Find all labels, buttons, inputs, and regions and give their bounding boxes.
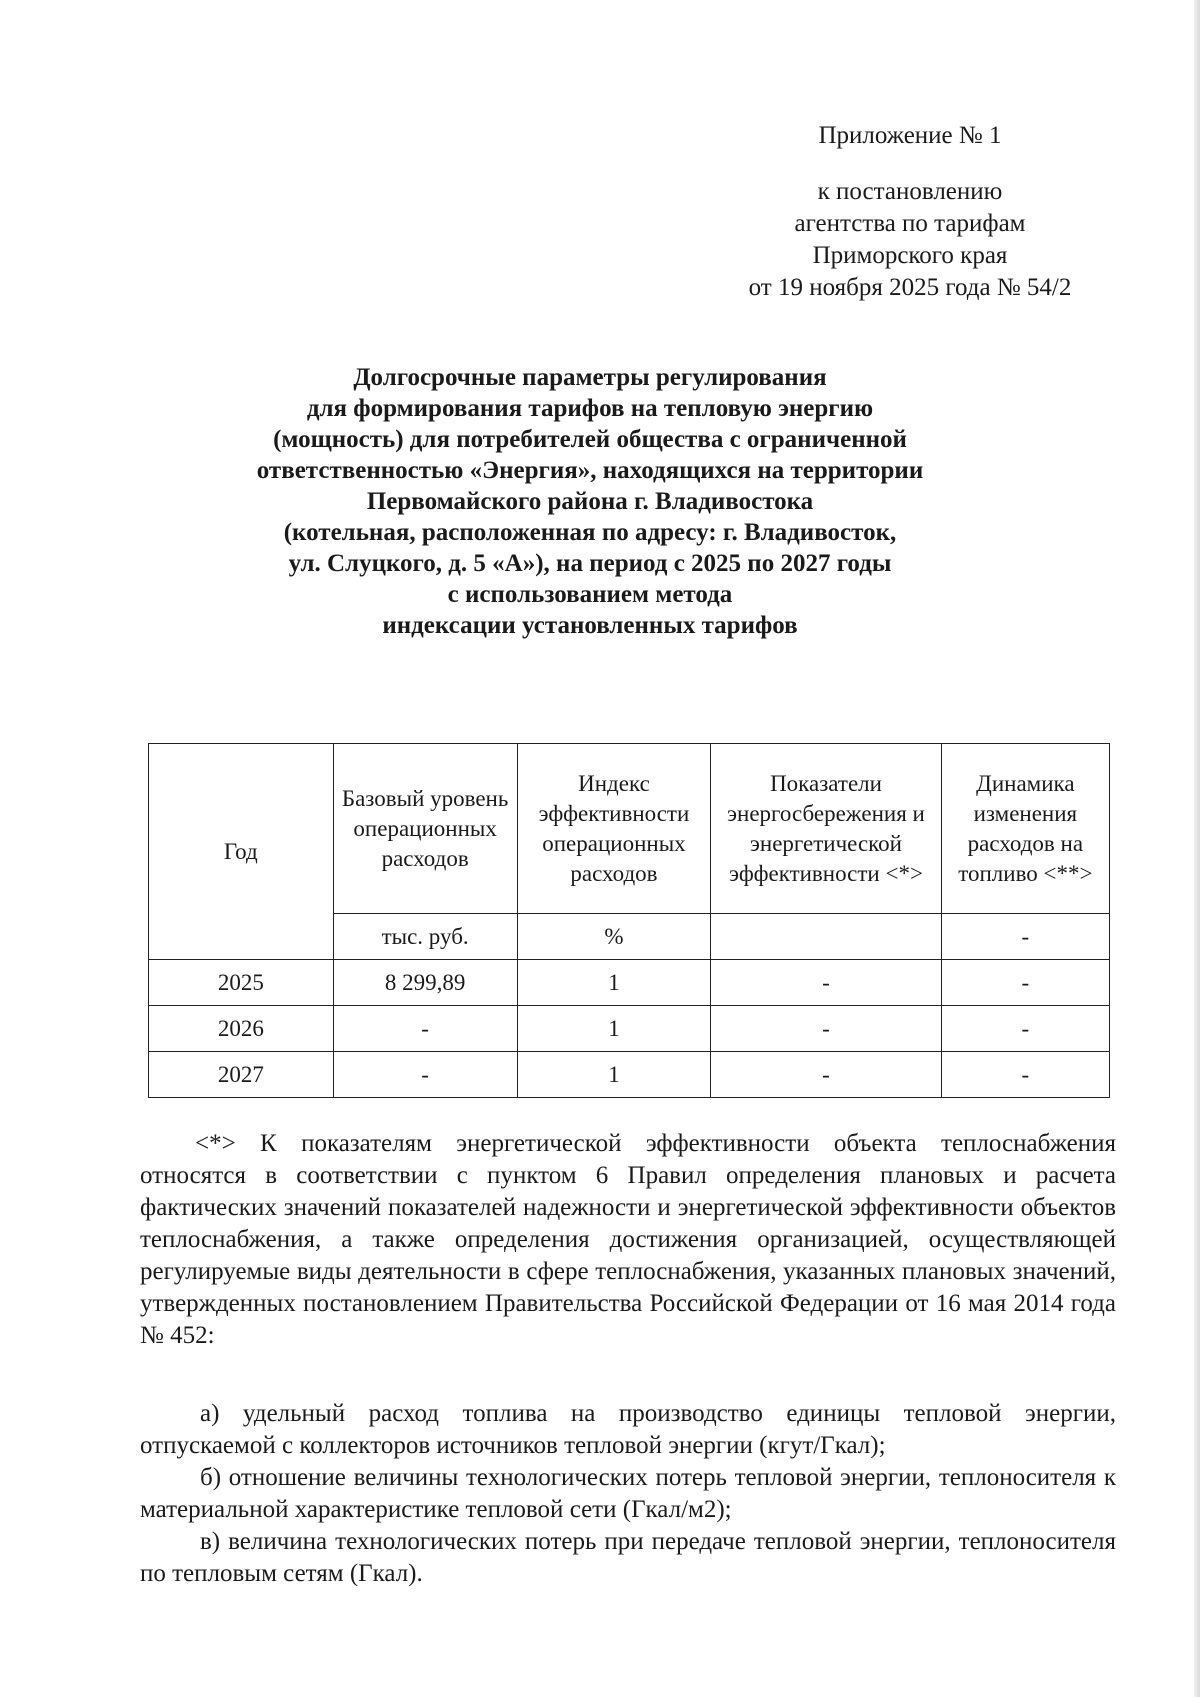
unit-energy [711,914,941,960]
title-line: (мощность) для потребителей общества с ограниченной [273,426,907,453]
title-line: ул. Слуцкого, д. 5 «А»), на период с 2025 по 2027 годы [288,550,892,577]
cell-year: 2027 [149,1052,334,1098]
header-base-level: Базовый уровень операционных расходов [333,744,517,914]
cell-energy: - [711,960,941,1006]
appendix-agency: агентства по тарифам [794,210,1026,237]
list-item: б) отношение величины технологических потерь тепловой энергии, теплоносителя к материальной характеристике тепловой сети (Гкал/м2); [140,1464,1116,1523]
cell-base: 8 299,89 [333,960,517,1006]
cell-fuel: - [941,960,1109,1006]
appendix-number: Приложение № 1 [818,122,1002,149]
table-header-row [149,744,1110,914]
header-fuel-dynamics: Динамика изменения расходов на топливо <**> [941,744,1109,914]
unit-base: тыс. руб. [333,914,517,960]
cell-fuel: - [941,1006,1109,1052]
cell-index: 1 [517,1052,711,1098]
title-line: Первомайского района г. Владивостока [366,488,814,515]
table-row [149,1006,1110,1052]
appendix-region: Приморского края [812,242,1008,269]
scan-edge [1194,0,1200,1697]
appendix-date: от 19 ноября 2025 года № 54/2 [748,274,1072,301]
document-title [180,362,1000,641]
list-item: а) удельный расход топлива на производство единицы тепловой энергии, отпускаемой с коллекторов источников тепловой энергии (кгут/Гкал); [140,1400,1116,1459]
title-line: индексации установленных тарифов [382,612,798,639]
header-year: Год [149,744,334,960]
cell-index: 1 [517,1006,711,1052]
title-line: для формирования тарифов на тепловую энергию [306,395,874,422]
cell-fuel: - [941,1052,1109,1098]
title-line: с использованием метода [447,581,733,608]
title-line: ответственностью «Энергия», находящихся на территории [256,457,924,484]
cell-energy: - [711,1006,941,1052]
list-item: в) величина технологических потерь при передаче тепловой энергии, теплоносителя по тепловым сетям (Гкал). [140,1528,1116,1587]
appendix-header [700,120,1120,304]
cell-year: 2025 [149,960,334,1006]
unit-fuel: - [941,914,1109,960]
header-energy-indicators: Показатели энергосбережения и энергетической эффективности <*> [711,744,941,914]
parameters-table [148,743,1110,1098]
footnote-paragraph: <*> К показателям энергетической эффективности объекта теплоснабжения относятся в соответствии с пунктом 6 Правил определения плановых и расчета фактических значений показателей надежности и энергетической эффективности объектов теплоснабжения, а также определения достижения организацией, осуществляющей регулируемые виды деятельности в сфере теплоснабжения, указанных плановых значений, утвержденных постановлением Правительства Российской Федерации от 16 мая 2014 года № 452: [140,1130,1116,1349]
cell-year: 2026 [149,1006,334,1052]
cell-base: - [333,1006,517,1052]
table-row [149,1052,1110,1098]
unit-index: % [517,914,711,960]
cell-index: 1 [517,960,711,1006]
title-line: Долгосрочные параметры регулирования [353,364,827,391]
cell-base: - [333,1052,517,1098]
cell-energy: - [711,1052,941,1098]
table-row [149,960,1110,1006]
header-efficiency-index: Индекс эффективности операционных расходов [517,744,711,914]
title-line: (котельная, расположенная по адресу: г. Владивосток, [283,519,897,546]
appendix-to: к постановлению [817,178,1003,205]
